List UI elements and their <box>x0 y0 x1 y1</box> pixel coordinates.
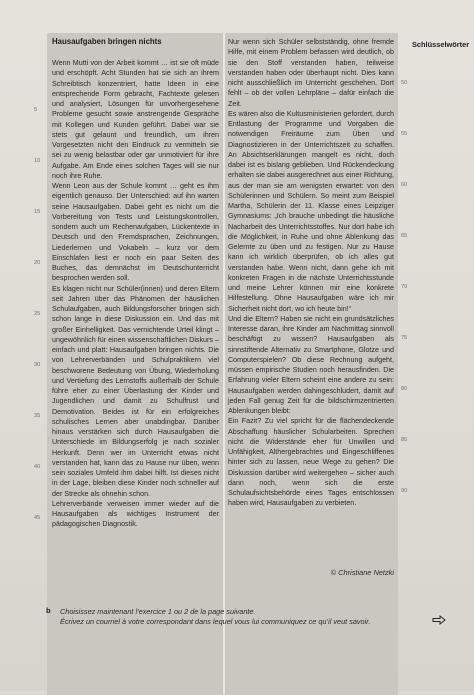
sidebar-title: Schlüsselwörter <box>412 40 470 49</box>
paragraph: Nur wenn sich Schüler selbstständig, ohne fremde Hilfe, mit einem Problem befassen wird deutlich, ob sie den Stoff verstanden haben, teilweise verstanden haben oder überhaupt nicht. Dies kann nicht ausschließlich im Unterricht geschehen. Dort fehlt – ob der vollen Lehrpläne – dafür einfach die Zeit. <box>228 38 394 108</box>
article-title: Hausaufgaben bringen nichts <box>52 37 162 46</box>
exercise-letter: b <box>46 606 51 615</box>
line-number: 30 <box>34 362 41 368</box>
paragraph: Ein Fazit? Zu viel spricht für die flächendeckende Abschaffung häuslicher Schularbeiten. Sprechen nicht die Widerstände eher für Unwillen und Unfähigkeit, Althergebrachtes und Eingeschliffenes hinter sich zu lassen, neue Wege zu gehen? Die Diskussion darüber wird weitergehen – sicher auch dann noch, wenn sich die erste Schulaufsichtsbehörde eines Tages entschlossen haben wird, Hausaufgaben zu verbieten. <box>228 417 394 508</box>
paragraph: Wenn Mutti von der Arbeit kommt … ist sie oft müde und erschöpft. Acht Stunden hat sie sich an ihrem Schreibtisch konzentriert, hatte Ideen in eine entsprechende Form gebracht, Fachtexte gelesen und analysiert, Lösungen für unvorhergesehene Probleme gesucht sowie anstrengende Gespräche mit Kollegen und Kunden geführt. Dabei war sie stets gut gelaunt und freundlich, um ihren Vorgesetzten nicht den Eindruck zu vermitteln sie sei zu wenig belastbar oder gar unmotiviert für ihre Aufgabe. Am Ende eines solchen Tages will sie nur noch ihre Ruhe. <box>52 59 219 180</box>
line-number: 60 <box>401 182 408 188</box>
line-number: 75 <box>401 335 408 341</box>
line-number: 10 <box>34 158 41 164</box>
line-number: 65 <box>401 233 408 239</box>
exercise-instruction <box>60 607 460 627</box>
line-number: 90 <box>401 488 408 494</box>
line-number: 45 <box>34 515 41 521</box>
paragraph: Wenn Leon aus der Schule kommt … geht es ihm eigentlich genauso. Der Unterschied: auf ihn warten seine Hausaufgaben. Dabei geht es nicht um die Vorbereitung von Tests und Leistungskontrollen, sondern auch um Rechenaufgaben, Lückentexte in Deutsch und den Fremdsprachen, Zeichnungen, Liederlernen und Vokabeln – kurz vor dem Einschlafen liest er noch ein paar Seiten des Buches, das demnächst im Deutschunterricht besprochen werden soll. <box>52 182 219 283</box>
column-divider <box>223 33 225 695</box>
article-right-column <box>228 37 394 509</box>
line-number: 55 <box>401 131 408 137</box>
line-number: 85 <box>401 437 408 443</box>
paragraph: Und die Eltern? Haben sie nicht ein grundsätzliches Interesse daran, ihre Kinder am Nachmittag sinnvoll beschäftigt zu wissen? Hausaufgaben als sinnstiftende Alternativ zu Smartphone, Glotze und Computerspielen? Ob diese Rechnung aufgeht, müssen empirische Studien noch herausfinden. Die Erfahrung vieler Eltern scheint eine andere zu sein: Hausaufgaben werden dahingeschludert, damit auf jeden Fall genug Zeit für die bildschirmzentrierten Ablenkungen bleibt: <box>228 314 394 415</box>
line-number: 20 <box>34 260 41 266</box>
line-number: 80 <box>401 386 408 392</box>
paragraph: Es wären also die Kultusministerien gefordert, durch Entlastung der Programme und Vorgaben die notwendigen Freiräume zum Üben und Diagnostizieren in der Unterrichtszeit zu schaffen. An Absichtserklärungen mangelt es nicht, doch dabei ist es bislang geblieben. Und Rückendeckung erhalten sie dabei ausgerechnet aus einer Richtung, aus der man sie am wenigsten erwartet: von den Schülerinnen und Schülern. So meint zum Beispiel Martha, Schülerin der 11. Klasse eines Leipziger Gymnasiums: „Ich brauche unbedingt die häusliche Nacharbeit des Unterrichtsstoffes. Nur dort habe ich die Möglichkeit, in Ruhe und ohne Ablenkung das Gelernte zu üben und zu festigen. Nur zu Hause kann ich wirklich überprüfen, ob ich alles gut verstanden habe. Wenn nicht, dann gehe ich mit konkreten Fragen in die nächste Unterrichtsstunde und meine Lehrer können mir eine konkrete Hilfestellung. Ohne Hausaufgaben wäre ich mir Sicherheit nicht dort, wo ich heute bin!“ <box>228 109 394 313</box>
line-number: 35 <box>34 413 41 419</box>
author-credit: © Christiane Netzki <box>330 568 394 577</box>
paragraph: Es klagen nicht nur Schüler(innen) und deren Eltern seit Jahren über das Phänomen der häuslichen Schulaufgaben, auch Bildungsforscher bringen sich schon lange in diese Diskussion ein. Und das mit großer Einhelligkeit. Das vernichtende Urteil klingt – ungewöhnlich für einen wissenschaftlichen Diskurs – einfach und platt: Hausaufgaben bringen nichts. Die von Lehrerverbänden und Schulpraktikern viel beschworene Bedeutung von Übung, Wiederholung und Vertiefung des Lernstoffs außerhalb der Schule führe eher zu einer Überlastung der Kinder und Jugendlichen und damit zu Schulfrust und Demotivation. Beides ist für ein erfolgreiches schulisches Lernen aber unabdingbar. Darüber hinaus verstärken sich durch Hausaufgaben die Unterschiede im Bildungserfolg je nach sozialer Herkunft. Denn wer im Unterricht etwas nicht verstanden hat, kann das zu Hause nur üben, wenn sein soziales Umfeld ihm dabei hilft. Ist dieses nicht in der Lage, bleiben diese Kinder noch schneller auf der Strecke als ohnehin schon. <box>52 284 219 498</box>
line-number: 50 <box>401 80 408 86</box>
right-arrow-icon <box>432 615 446 625</box>
line-number: 40 <box>34 464 41 470</box>
line-number: 5 <box>34 107 38 113</box>
paragraph: Lehrerverbände verweisen immer wieder auf die Hausaufgaben als wichtiges Instrument der pädagogischen Diagnostik. <box>52 499 219 529</box>
instruction-line: Écrivez un courriel à votre correspondant dans lequel vous lui communiquez ce qu’il veut savoir. <box>60 617 371 626</box>
line-number: 15 <box>34 209 41 215</box>
line-number: 25 <box>34 311 41 317</box>
line-number: 70 <box>401 284 408 290</box>
article-left-column <box>52 37 219 530</box>
instruction-line: Choisissez maintenant l’exercice 1 ou 2 de la page suivante. <box>60 607 256 616</box>
